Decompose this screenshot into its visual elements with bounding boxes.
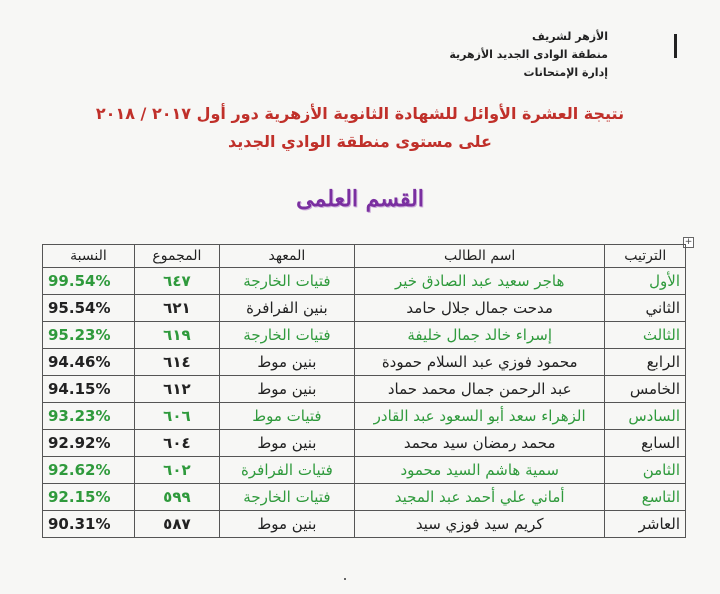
- table-row: [43, 511, 686, 538]
- document-title: نتيجة العشرة الأوائل للشهادة الثانوية الأزهرية دور أول ٢٠١٧ / ٢٠١٨: [95, 104, 625, 123]
- cell-rank: الثامن: [605, 457, 686, 484]
- table-row: [43, 457, 686, 484]
- results-table: [42, 244, 686, 538]
- cell-student-name: إسراء خالد جمال خليفة: [354, 322, 605, 349]
- cell-total: ٦٠٦: [134, 403, 219, 430]
- page-number-mark: [674, 34, 677, 58]
- cell-total: ٦٢١: [134, 295, 219, 322]
- cell-student-name: كريم سيد فوزي سيد: [354, 511, 605, 538]
- cell-rank: السابع: [605, 430, 686, 457]
- letterhead-line-3: إدارة الإمتحانات: [523, 66, 608, 79]
- cell-student-name: مدحت جمال جلال حامد: [354, 295, 605, 322]
- cell-student-name: هاجر سعيد عبد الصادق خير: [354, 268, 605, 295]
- cell-rank: الخامس: [605, 376, 686, 403]
- table-row: [43, 349, 686, 376]
- cell-institute: بنين موط: [219, 430, 354, 457]
- cell-institute: فتيات الخارجة: [219, 322, 354, 349]
- cell-total: ٦٤٧: [134, 268, 219, 295]
- cell-rank: التاسع: [605, 484, 686, 511]
- cell-student-name: الزهراء سعد أبو السعود عبد القادر: [354, 403, 605, 430]
- table-row: [43, 322, 686, 349]
- cell-institute: فتيات الخارجة: [219, 268, 354, 295]
- cell-total: ٦٠٤: [134, 430, 219, 457]
- cell-total: ٥٨٧: [134, 511, 219, 538]
- letterhead-line-1: الأزهر لشريف: [532, 30, 608, 43]
- table-row: [43, 430, 686, 457]
- header-rank: الترتيب: [605, 245, 686, 268]
- cell-total: ٦٠٢: [134, 457, 219, 484]
- header-percent: النسبة: [43, 245, 135, 268]
- cell-rank: العاشر: [605, 511, 686, 538]
- section-title: القسم العلمى: [296, 186, 424, 212]
- cell-rank: الثاني: [605, 295, 686, 322]
- table-row: [43, 268, 686, 295]
- cell-institute: بنين موط: [219, 511, 354, 538]
- cell-rank: الأول: [605, 268, 686, 295]
- cell-total: ٦١٩: [134, 322, 219, 349]
- cell-total: ٥٩٩: [134, 484, 219, 511]
- cell-percent: 92.92%: [43, 430, 135, 457]
- page-dot: [344, 578, 346, 580]
- cell-total: ٦١٤: [134, 349, 219, 376]
- cell-student-name: عبد الرحمن جمال محمد حماد: [354, 376, 605, 403]
- cell-percent: 92.15%: [43, 484, 135, 511]
- table-row: [43, 484, 686, 511]
- cell-institute: بنين الفرافرة: [219, 295, 354, 322]
- cell-student-name: سمية هاشم السيد محمود: [354, 457, 605, 484]
- cell-total: ٦١٢: [134, 376, 219, 403]
- table-move-handle-icon[interactable]: +: [684, 237, 693, 247]
- table-row: [43, 376, 686, 403]
- cell-rank: السادس: [605, 403, 686, 430]
- cell-rank: الثالث: [605, 322, 686, 349]
- table-header-row: [43, 245, 686, 268]
- cell-student-name: محمود فوزي عبد السلام حمودة: [354, 349, 605, 376]
- letterhead-line-2: منطقة الوادى الجديد الأزهرية: [449, 48, 608, 61]
- header-name: اسم الطالب: [354, 245, 605, 268]
- header-total: المجموع: [134, 245, 219, 268]
- cell-student-name: أماني علي أحمد عبد المجيد: [354, 484, 605, 511]
- cell-percent: 99.54%: [43, 268, 135, 295]
- cell-percent: 95.23%: [43, 322, 135, 349]
- cell-institute: فتيات الخارجة: [219, 484, 354, 511]
- table-row: [43, 295, 686, 322]
- table-row: [43, 403, 686, 430]
- cell-percent: 90.31%: [43, 511, 135, 538]
- document-subtitle: على مستوى منطقة الوادي الجديد: [228, 132, 492, 151]
- cell-percent: 92.62%: [43, 457, 135, 484]
- cell-percent: 94.15%: [43, 376, 135, 403]
- cell-student-name: محمد رمضان سيد محمد: [354, 430, 605, 457]
- cell-rank: الرابع: [605, 349, 686, 376]
- cell-percent: 94.46%: [43, 349, 135, 376]
- header-institute: المعهد: [219, 245, 354, 268]
- letterhead: [449, 28, 608, 82]
- cell-institute: بنين موط: [219, 349, 354, 376]
- cell-percent: 93.23%: [43, 403, 135, 430]
- cell-percent: 95.54%: [43, 295, 135, 322]
- cell-institute: فتيات الفرافرة: [219, 457, 354, 484]
- cell-institute: فتيات موط: [219, 403, 354, 430]
- cell-institute: بنين موط: [219, 376, 354, 403]
